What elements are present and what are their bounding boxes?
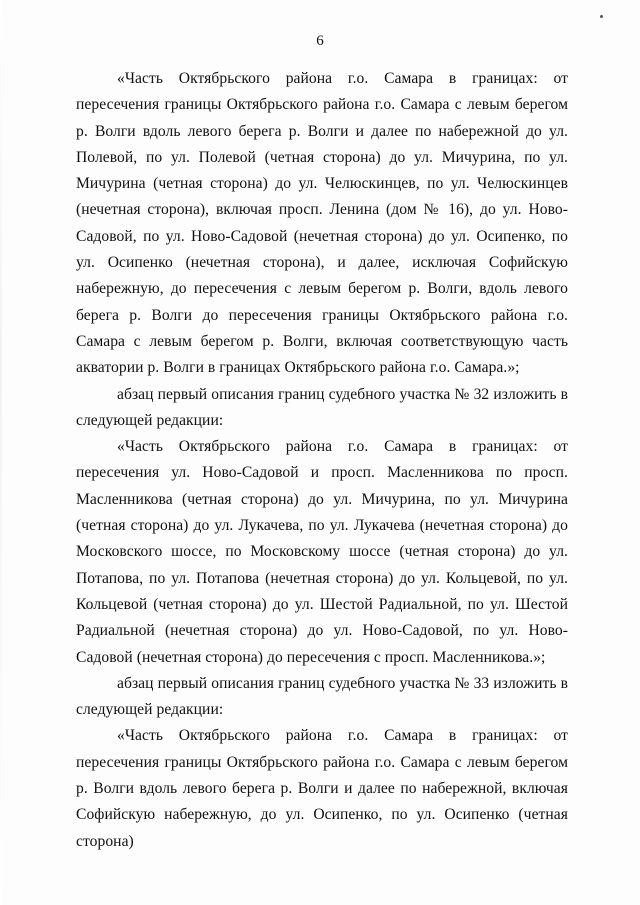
scan-edge xyxy=(0,0,2,905)
paragraph-boundaries-part-1: «Часть Октябрьского района г.о. Самара в границах: от пересечения границы Октябрьского района г.о. Самара с левым берегом р. Волги вдоль левого берега р. Волги и далее по набережной до ул. Полевой, по ул. Полевой (четная сторона) до ул. Мичурина, по ул. Мичурина (четная сторона) до ул. Челюскинцев, по ул. Челюскинцев (нечетная сторона), включая просп. Ленина (дом № 16), до ул. Ново-Садовой, по ул. Ново-Садовой (нечетная сторона) до ул. Осипенко, по ул. Осипенко (нечетная сторона), и далее, исключая Софийскую набережную, до пересечения с левым берегом р. Волги, вдоль левого берега р. Волги до пересечения границы Октябрьского района г.о. Самара с левым берегом р. Волги, включая соответствующую часть акватории р. Волги в границах Октябрьского района г.о. Самара.»; xyxy=(76,70,568,377)
paragraph-boundaries-32: «Часть Октябрьского района г.о. Самара в границах: от пересечения ул. Ново-Садовой и просп. Масленникова по просп. Масленникова (четная сторона) до ул. Мичурина, по ул. Мичурина (четная сторона) до ул. Лукачева, по ул. Лукачева (нечетная сторона) до Московского шоссе, по Московскому шоссе (четная сторона) до ул. Потапова, по ул. Потапова (нечетная сторона) до ул. Кольцевой, по ул. Кольцевой (четная сторона) до ул. Шестой Радиальной, по ул. Шестой Радиальной (нечетная сторона) до ул. Ново-Садовой, по ул. Ново-Садовой (нечетная сторона) до пересечения с просп. Масленникова.»; xyxy=(76,438,568,666)
page-number: 6 xyxy=(316,33,324,49)
scan-speck xyxy=(600,15,603,18)
paragraph-amendment-33: абзац первый описания границ судебного участка № 33 изложить в следующей редакции: xyxy=(76,674,568,719)
paragraph-amendment-32: абзац первый описания границ судебного участка № 32 изложить в следующей редакции: xyxy=(76,385,568,429)
document-body xyxy=(76,66,568,855)
paragraph-boundaries-33: «Часть Октябрьского района г.о. Самара в границах: от пересечения границы Октябрьского района г.о. Самара с левым берегом р. Волги вдоль левого берега р. Волги и далее по набережной, включая Софийскую набережную, до ул. Осипенко, по ул. Осипенко (четная сторона) xyxy=(76,727,568,850)
